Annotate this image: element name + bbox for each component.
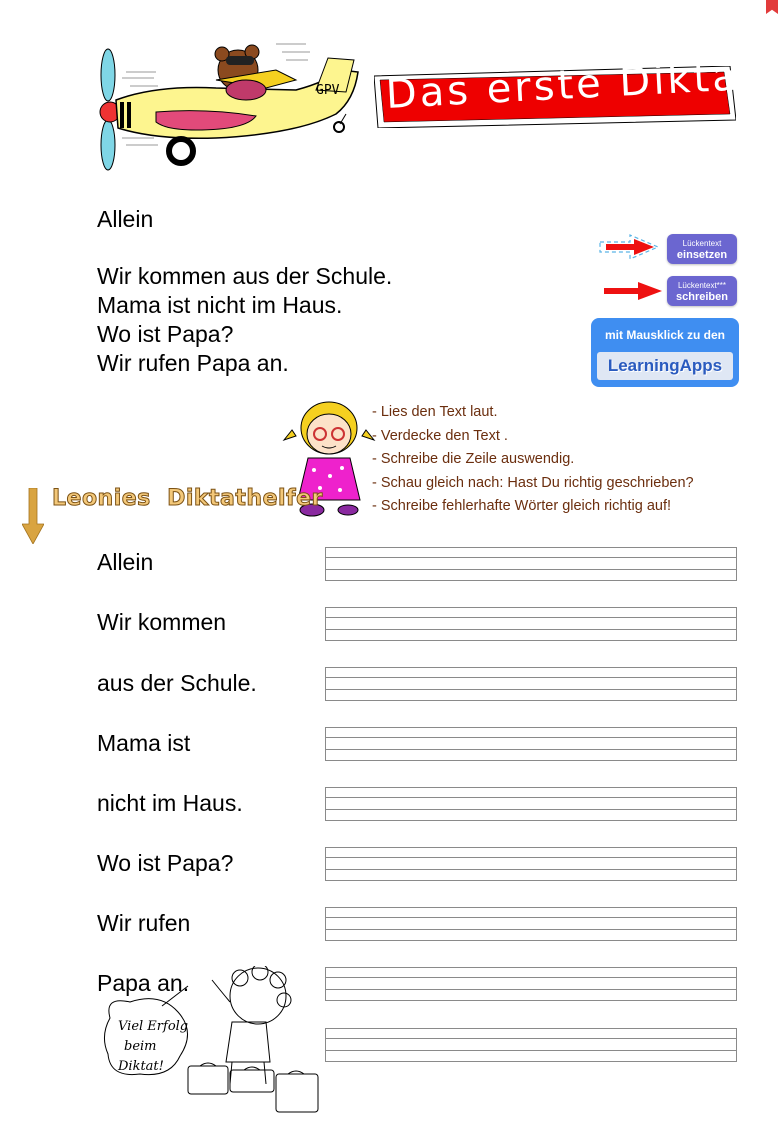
banner-title: Das erste Diktat <box>384 52 760 118</box>
kid-with-suitcases-illustration <box>100 966 328 1114</box>
dictation-line: Wir kommen <box>97 609 227 635</box>
bookmark-flag-icon <box>766 0 778 14</box>
story-text <box>97 205 392 378</box>
story-title: Allein <box>97 206 154 232</box>
button-main-label: schreiben <box>676 291 728 303</box>
button-main-label: einsetzen <box>676 249 728 261</box>
story-line: Wir kommen aus der Schule. <box>97 263 393 289</box>
writing-lines[interactable] <box>325 667 737 701</box>
bubble-line: Diktat! <box>118 1059 164 1074</box>
writing-lines[interactable] <box>325 607 737 641</box>
dictation-line: Papa an. <box>97 970 190 996</box>
dictation-line: Wir rufen <box>97 910 191 936</box>
writing-lines[interactable] <box>325 907 737 941</box>
learningapps-button[interactable] <box>591 318 739 387</box>
writing-lines[interactable] <box>325 727 737 761</box>
instructions-list <box>372 401 694 519</box>
red-arrow-icon <box>602 280 666 302</box>
button-small-label: Lückentext <box>682 239 722 248</box>
bubble-line: beim <box>124 1039 157 1054</box>
instruction-item: - Schau gleich nach: Hast Du richtig geschrieben? <box>372 474 694 491</box>
learningapps-logo-box <box>597 352 733 380</box>
writing-lines[interactable] <box>325 547 737 581</box>
dictation-line: Mama ist <box>97 730 191 756</box>
dictation-line: Allein <box>97 549 154 575</box>
helper-title: Leonies Diktathelfer <box>52 486 323 511</box>
instruction-item: - Lies den Text laut. <box>372 404 498 420</box>
button-small-label: Lückentext*** <box>677 281 727 290</box>
writing-lines[interactable] <box>325 847 737 881</box>
airplane-illustration <box>96 30 366 175</box>
instruction-item: - Verdecke den Text . <box>372 427 508 444</box>
bubble-line: Viel Erfolg <box>118 1019 189 1034</box>
dictation-line: nicht im Haus. <box>97 790 243 816</box>
writing-lines[interactable] <box>325 787 737 821</box>
plane-marking: GPV <box>316 83 340 98</box>
down-arrow-icon <box>22 488 44 544</box>
dictation-line: aus der Schule. <box>97 670 257 696</box>
instruction-item: - Schreibe fehlerhafte Wörter gleich richtig auf! <box>372 498 671 514</box>
learningapps-logo: LearningApps <box>607 356 723 375</box>
dictation-line: Wo ist Papa? <box>97 850 234 876</box>
gap-text-insert-button[interactable] <box>667 234 737 264</box>
story-line: Wo ist Papa? <box>97 321 234 347</box>
instruction-item: - Schreibe die Zeile auswendig. <box>372 451 575 467</box>
story-line: Mama ist nicht im Haus. <box>97 292 343 318</box>
gap-text-write-button[interactable] <box>667 276 737 306</box>
story-line: Wir rufen Papa an. <box>97 350 289 376</box>
writing-lines[interactable] <box>325 967 737 1001</box>
writing-lines[interactable] <box>325 1028 737 1062</box>
dashed-arrow-icon <box>596 232 666 262</box>
learningapps-label: mit Mausklick zu den <box>604 328 726 342</box>
